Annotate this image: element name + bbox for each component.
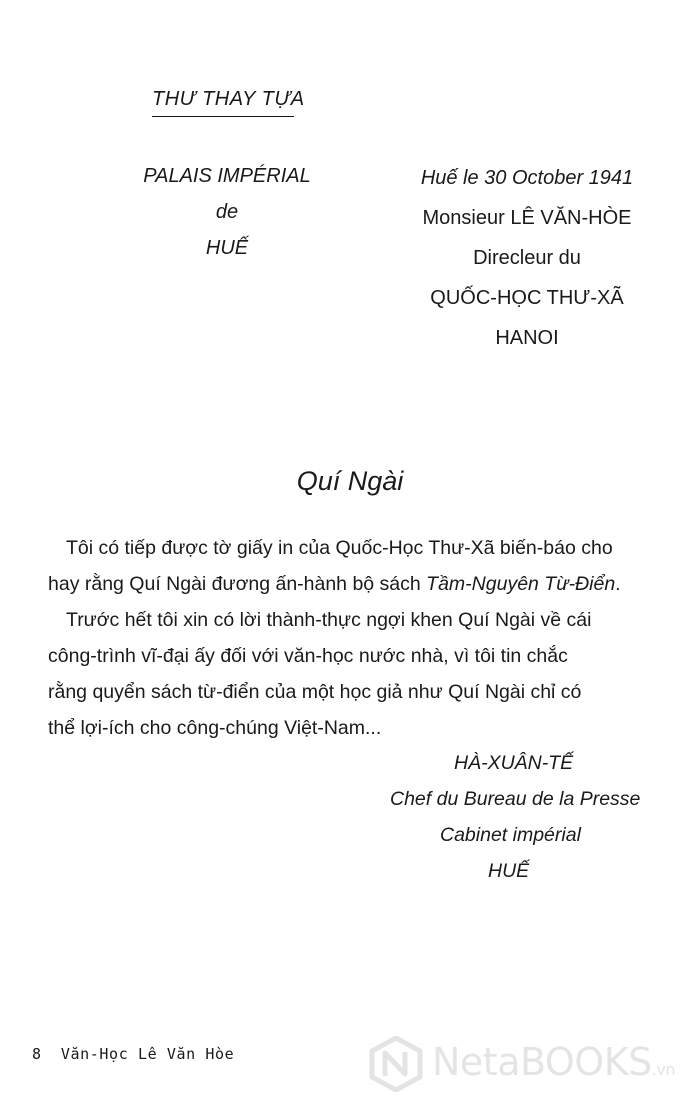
page-heading: THƯ THAY TỰA [152,88,305,110]
page-footer [32,1045,234,1063]
salutation: Quí Ngài [296,466,404,496]
signature-title: Chef du Bureau de la Presse [390,788,641,810]
recipient-city: HANOI [495,327,559,349]
running-title: Văn-Học Lê Văn Hòe [60,1045,235,1063]
recipient-org: QUỐC-HỌC THƯ-XÃ [430,287,624,309]
recipient-name: Monsieur LÊ VĂN-HÒE [422,207,632,229]
body-line: Tôi có tiếp được tờ giấy in của Quốc-Học Thư-Xã biến-báo cho [66,537,613,559]
body-text-span: . [615,573,621,595]
watermark-suffix: .vn [651,1060,675,1079]
body-line: công-trình vĩ-đại ấy đối với văn-học nước nhà, vì tôi tin chắc [48,645,568,667]
body-line: Trước hết tôi xin có lời thành-thực ngợi khen Quí Ngài về cái [66,609,592,631]
netabooks-logo-icon [368,1036,424,1092]
recipient-block [402,158,652,358]
sender-line: PALAIS IMPÉRIAL [143,165,311,187]
watermark-text [432,1040,675,1084]
watermark [368,1036,698,1092]
body-text-span: hay rằng Quí Ngài đương ấn-hành bộ sách [48,573,427,595]
recipient-title: Direcleur du [473,247,581,269]
body-line [48,566,658,602]
letter-body [48,530,658,746]
watermark-brand: NetaBOOKS [432,1040,652,1084]
signature-office: Cabinet impérial [440,824,581,846]
page-number: 8 [32,1045,42,1063]
body-line: rằng quyển sách từ-điển của một học giả như Quí Ngài chỉ có [48,681,582,703]
signature-block [340,745,700,889]
body-line: thể lợi-ích cho công-chúng Việt-Nam... [48,717,382,739]
signature-city: HUẾ [488,860,530,882]
signature-name: HÀ-XUÂN-TẾ [454,752,574,774]
sender-line: HUẾ [205,237,249,259]
heading-underline [152,116,294,117]
date-line: Huế le 30 October 1941 [420,167,634,189]
book-title: Tầm-Nguyên Từ-Điển [426,573,616,595]
sender-block [140,158,314,266]
sender-line: de [215,201,239,223]
